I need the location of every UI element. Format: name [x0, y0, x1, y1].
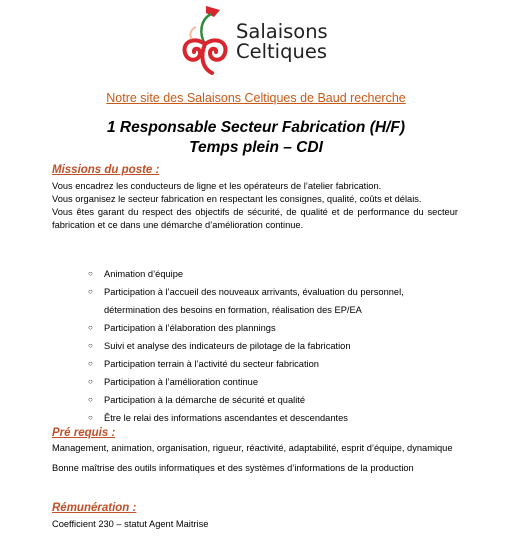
- circle-bullet-icon: ○: [88, 269, 93, 278]
- prerequis-line-1: Management, animation, organisation, rigueur, réactivité, adaptabilité, esprit d’équipe, dynamique: [52, 443, 453, 453]
- job-contract: Temps plein – CDI: [189, 139, 323, 156]
- circle-bullet-icon: ○: [88, 359, 93, 368]
- circle-bullet-icon: ○: [88, 377, 93, 386]
- circle-bullet-icon: ○: [88, 287, 93, 296]
- logo-wordmark: [236, 22, 328, 62]
- list-item: ○ Participation à l’accueil des nouveaux arrivants, évaluation du personnel, détermination des besoins en formation, réalisation des EP/EA: [88, 283, 460, 319]
- prerequis-line-2: Bonne maîtrise des outils informatiques et des systèmes d’informations de la production: [52, 463, 414, 473]
- logo-line-1: Salaisons: [236, 20, 328, 43]
- missions-list: [88, 265, 460, 427]
- list-item: ○ Animation d’équipe: [88, 265, 460, 283]
- remuneration-line-1: Coefficient 230 – statut Agent Maitrise: [52, 519, 209, 529]
- list-item: ○ Participation terrain à l’activité du secteur fabrication: [88, 355, 460, 373]
- list-item: ○ Participation à l’élaboration des plannings: [88, 319, 460, 337]
- missions-heading: Missions du poste :: [52, 164, 160, 176]
- intro-link[interactable]: Notre site des Salaisons Celtiques de Baud recherche: [106, 91, 406, 105]
- circle-bullet-icon: ○: [88, 413, 93, 422]
- logo-line-2: Celtiques: [236, 40, 327, 63]
- remuneration-heading: Rémunération :: [52, 502, 137, 514]
- list-item: ○ Suivi et analyse des indicateurs de pilotage de la fabrication: [88, 337, 460, 355]
- list-item: ○ Participation à l’amélioration continue: [88, 373, 460, 391]
- prerequis-heading: Pré requis :: [52, 427, 116, 439]
- circle-bullet-icon: ○: [88, 395, 93, 404]
- celtic-spiral-icon: [176, 4, 234, 76]
- missions-line-2: Vous organisez le secteur fabrication en respectant les consignes, qualité, coûts et délais.: [52, 194, 422, 204]
- list-item: ○ Participation à la démarche de sécurité et qualité: [88, 391, 460, 409]
- missions-line-3: Vous êtes garant du respect des objectifs de sécurité, de qualité et de performance du secteur fabrication et ce dans une démarche d’amélioration continue.: [52, 207, 458, 230]
- missions-line-1: Vous encadrez les conducteurs de ligne et les opérateurs de l’atelier fabrication.: [52, 181, 382, 191]
- circle-bullet-icon: ○: [88, 323, 93, 332]
- job-title: 1 Responsable Secteur Fabrication (H/F): [106, 119, 405, 136]
- circle-bullet-icon: ○: [88, 341, 93, 350]
- list-item: ○ Être le relai des informations ascendantes et descendantes: [88, 409, 460, 427]
- company-logo: [176, 2, 346, 82]
